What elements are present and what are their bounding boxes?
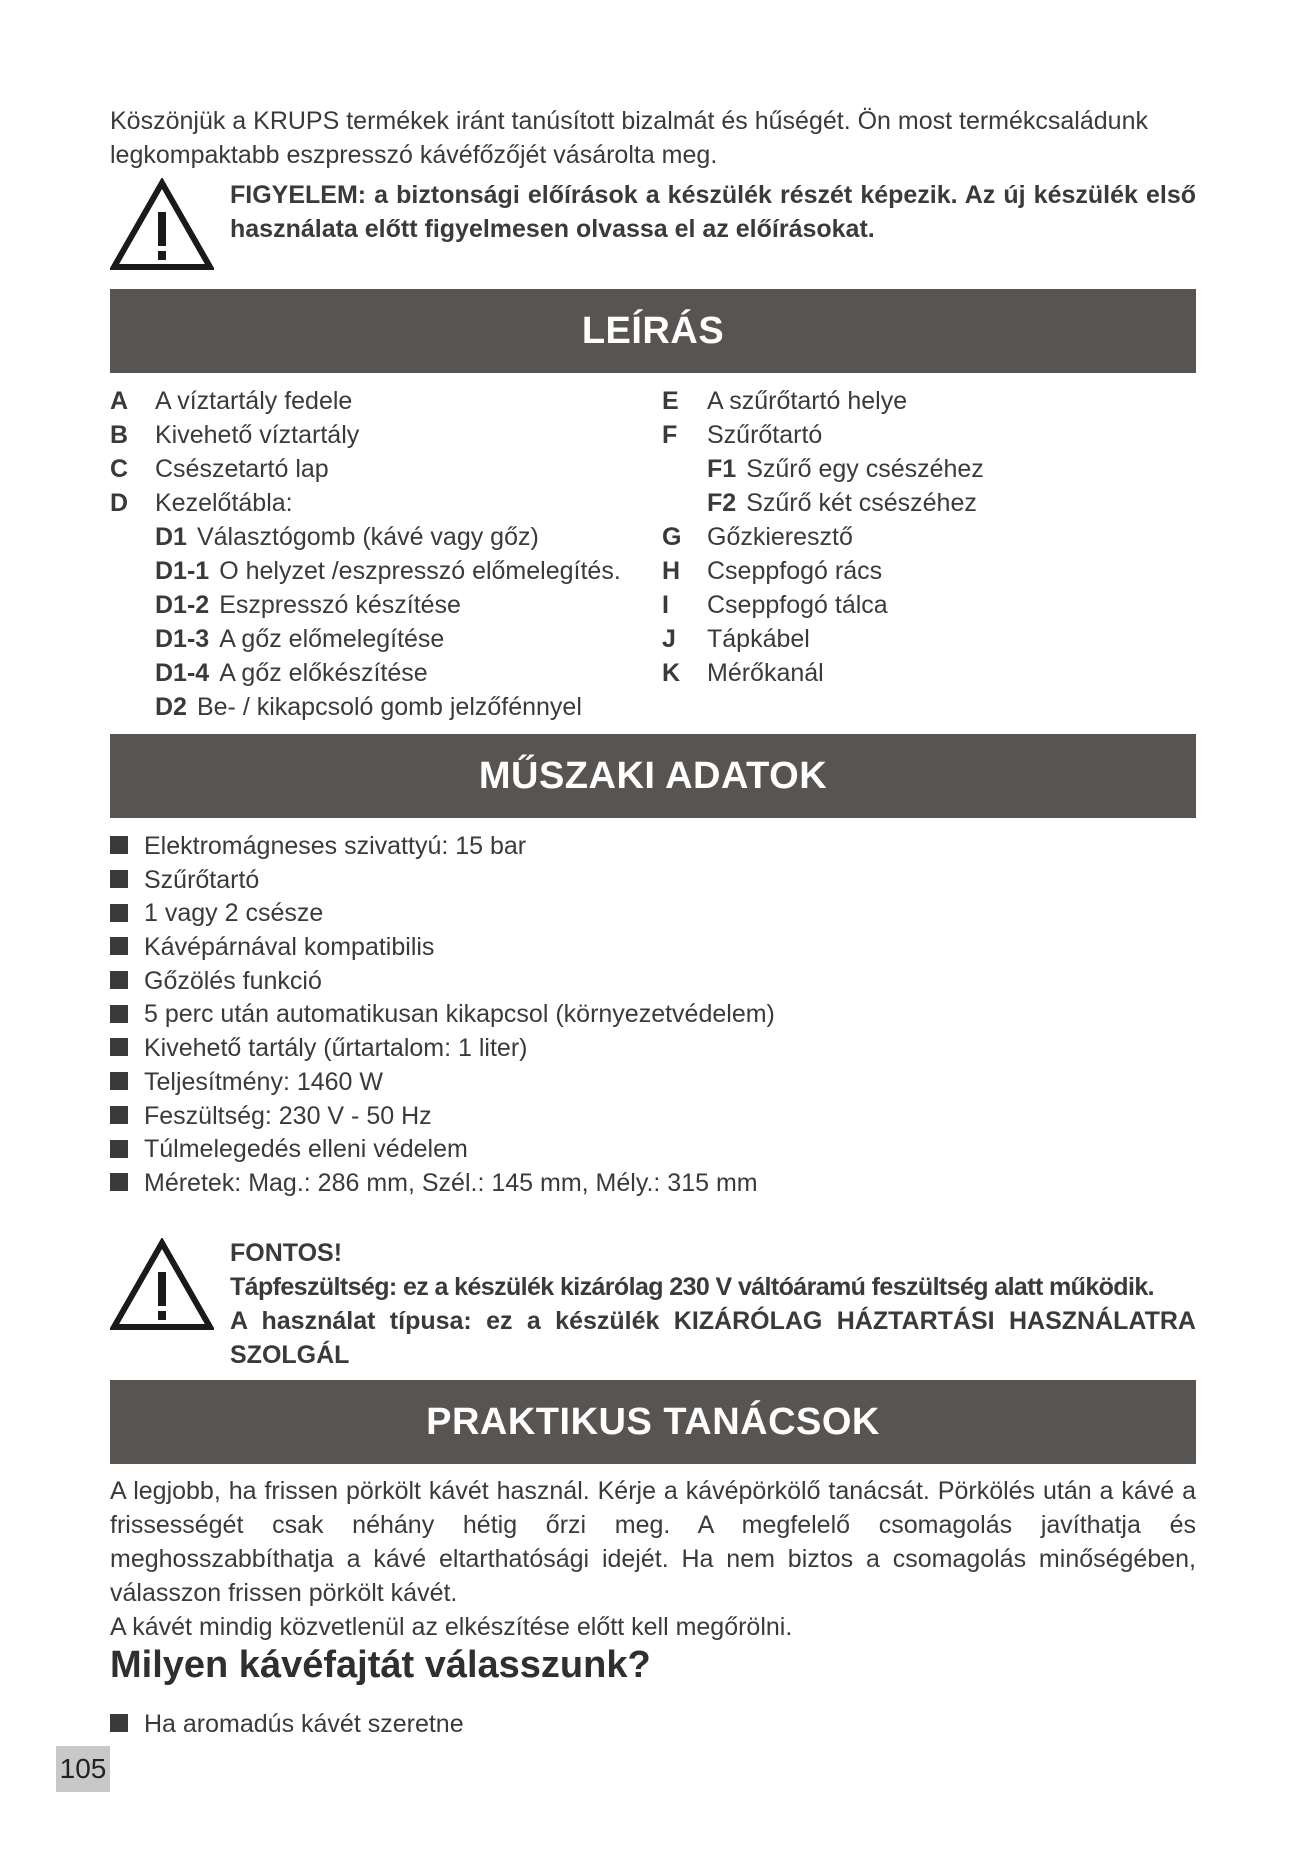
spec-item <box>110 1133 1196 1167</box>
bullet-square-icon <box>110 1005 128 1023</box>
intro-paragraph: Köszönjük a KRUPS termékek iránt tanúsított bizalmát és hűségét. Ön most termékcsaládunk legkompaktabb eszpresszó kávéfőzőjét vásárolta meg. <box>110 107 1148 169</box>
part-text: Szűrő egy csészéhez <box>746 455 984 483</box>
part-letter: F <box>662 421 678 449</box>
part-text: A szűrőtartó helye <box>707 387 908 415</box>
spec-item <box>110 897 1196 931</box>
part-letter: E <box>662 387 679 415</box>
list-item <box>110 1708 464 1742</box>
part-subitem <box>662 452 984 486</box>
part-text: Mérőkanál <box>707 659 824 687</box>
part-item <box>662 656 984 690</box>
spec-text: Feszültség: 230 V - 50 Hz <box>144 1101 432 1130</box>
part-code: D1-2 <box>155 591 210 619</box>
spec-item <box>110 998 1196 1032</box>
part-code: F1 <box>707 455 737 483</box>
part-subitem <box>110 690 621 724</box>
part-text: Választógomb (kávé vagy gőz) <box>196 523 539 551</box>
bullet-square-icon <box>110 1106 128 1124</box>
important-title: FONTOS! <box>230 1239 343 1267</box>
parts-list-left <box>110 384 621 724</box>
part-subitem <box>110 588 621 622</box>
part-letter: H <box>662 557 681 585</box>
bullet-square-icon <box>110 870 128 888</box>
part-text: Kivehető víztartály <box>155 421 360 449</box>
bullet-square-icon <box>110 1038 128 1056</box>
part-text: A gőz előkészítése <box>219 659 428 687</box>
bullet-square-icon <box>110 971 128 989</box>
spec-item <box>110 1066 1196 1100</box>
spec-text: Teljesítmény: 1460 W <box>144 1067 383 1096</box>
spec-text: Elektromágneses szivattyú: 15 bar <box>144 832 527 860</box>
spec-text: Kávépárnával kompatibilis <box>144 933 435 962</box>
spec-text: Méretek: Mag.: 286 mm, Szél.: 145 mm, Mély.: 315 mm <box>144 1168 758 1197</box>
part-letter: G <box>662 523 682 551</box>
specs-list <box>110 830 1196 1201</box>
warning-triangle-icon <box>110 1238 214 1332</box>
warning-triangle-icon <box>110 178 214 272</box>
spec-text: 5 perc után automatikusan kikapcsol (környezetvédelem) <box>144 1000 775 1029</box>
part-item <box>110 384 621 418</box>
spec-item <box>110 965 1196 999</box>
bullet-square-icon <box>110 937 128 955</box>
part-code: D1 <box>155 523 187 551</box>
bullet-square-icon <box>110 836 128 854</box>
usage-note: A használat típusa: ez a készülék KIZÁRÓLAG HÁZTARTÁSI HASZNÁLATRA SZOLGÁL <box>230 1307 1196 1369</box>
spec-item <box>110 1167 1196 1201</box>
part-text: Eszpresszó készítése <box>219 591 461 619</box>
important-warning-text <box>230 1236 1196 1372</box>
part-subitem <box>662 486 984 520</box>
question-heading: Milyen kávéfajtát válasszunk? <box>110 1644 651 1686</box>
part-text: O helyzet /eszpresszó előmelegítés. <box>219 557 621 585</box>
parts-list-right <box>662 384 984 690</box>
part-text: A gőz előmelegítése <box>219 625 445 653</box>
part-code: D1-1 <box>155 557 210 585</box>
part-letter: D <box>110 489 129 517</box>
spec-text: Kivehető tartály (űrtartalom: 1 liter) <box>144 1034 528 1063</box>
part-text: Csészetartó lap <box>155 455 329 483</box>
spec-text: Gőzölés funkció <box>144 966 322 995</box>
bullet-square-icon <box>110 1714 128 1732</box>
part-letter: A <box>110 387 129 415</box>
spec-item <box>110 1032 1196 1066</box>
part-text: Cseppfogó rács <box>707 557 883 585</box>
part-letter: B <box>110 421 129 449</box>
safety-warning-text: FIGYELEM: a biztonsági előírások a készülék részét képezik. Az új készülék első használata előtt figyelmesen olvassa el az előírásokat. <box>230 181 1196 243</box>
bullet-square-icon <box>110 1173 128 1191</box>
part-text: Kezelőtábla: <box>155 489 293 517</box>
bullet-square-icon <box>110 904 128 922</box>
section-header-tips: PRAKTIKUS TANÁCSOK <box>110 1380 1196 1464</box>
part-code: D1-4 <box>155 659 210 687</box>
part-item <box>662 418 984 452</box>
part-item <box>662 520 984 554</box>
part-item <box>662 554 984 588</box>
part-item <box>110 452 621 486</box>
spec-item <box>110 931 1196 965</box>
part-text: Szűrőtartó <box>707 421 823 449</box>
section-header-specs: MŰSZAKI ADATOK <box>110 734 1196 818</box>
part-code: F2 <box>707 489 737 517</box>
part-code: D2 <box>155 693 187 721</box>
part-letter: I <box>662 591 669 619</box>
bullet-square-icon <box>110 1072 128 1090</box>
spec-item <box>110 830 1196 864</box>
safety-warning <box>110 178 1196 274</box>
spec-item <box>110 864 1196 898</box>
part-item <box>662 622 984 656</box>
part-text: Be- / kikapcsoló gomb jelzőfénnyel <box>196 693 582 721</box>
part-subitem <box>110 554 621 588</box>
part-text: Cseppfogó tálca <box>707 591 888 619</box>
part-item <box>110 486 621 520</box>
spec-text: Szűrőtartó <box>144 865 260 894</box>
part-text: Gőzkieresztő <box>707 523 853 551</box>
important-warning <box>110 1236 1196 1369</box>
part-letter: C <box>110 455 129 483</box>
page-number: 105 <box>56 1746 110 1792</box>
spec-item <box>110 1100 1196 1134</box>
tips-paragraph: A legjobb, ha frissen pörkölt kávét használ. Kérje a kávépörkölő tanácsát. Pörkölés után a kávé a frissességét csak néhány hétig őrzi meg. A megfelelő csomagolás javíthatja és meghosszabbíthatja a kávé eltarthatósági idejét. Ha nem biztos a csomagolás minőségében, válasszon frissen pörkölt kávét. <box>110 1477 1196 1607</box>
part-text: Szűrő két csészéhez <box>746 489 977 517</box>
part-text: Tápkábel <box>707 625 810 653</box>
part-code: D1-3 <box>155 625 210 653</box>
part-subitem <box>110 622 621 656</box>
part-item <box>662 384 984 418</box>
spec-text: Túlmelegedés elleni védelem <box>144 1135 468 1164</box>
tips-paragraph: A kávét mindig közvetlenül az elkészítése előtt kell megőrölni. <box>110 1613 793 1641</box>
tips-text <box>110 1474 1196 1644</box>
part-text: A víztartály fedele <box>155 387 353 415</box>
bullet-square-icon <box>110 1140 128 1158</box>
voltage-note: Tápfeszültség: ez a készülék kizárólag 230 V váltóáramú feszültség alatt működik. <box>230 1273 1154 1301</box>
spec-text: 1 vagy 2 csésze <box>144 899 324 928</box>
part-subitem <box>110 656 621 690</box>
part-subitem <box>110 520 621 554</box>
part-item <box>110 418 621 452</box>
section-header-description: LEÍRÁS <box>110 289 1196 373</box>
part-letter: J <box>662 625 676 653</box>
part-item <box>662 588 984 622</box>
part-letter: K <box>662 659 681 687</box>
list-item-text: Ha aromadús kávét szeretne <box>144 1710 464 1739</box>
